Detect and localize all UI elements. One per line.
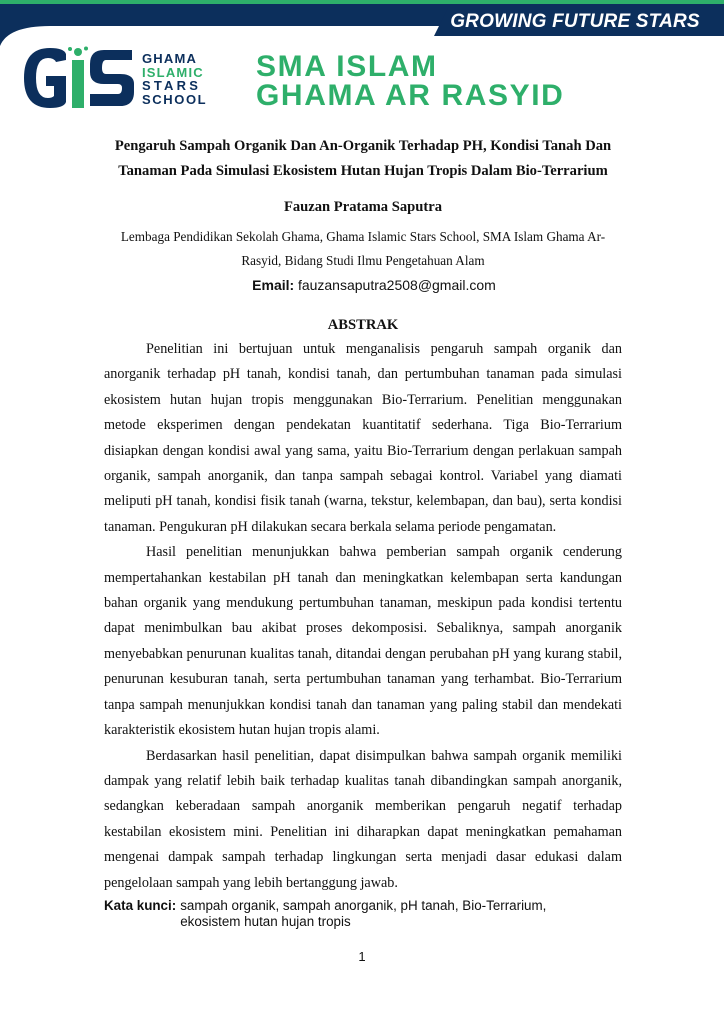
- gis-logo-icon: [20, 46, 138, 110]
- logo-line-stars: STARS: [142, 78, 202, 93]
- keywords: [104, 898, 622, 930]
- green-top-strip: [0, 0, 724, 4]
- keywords-text: sampah organik, sampah anorganik, pH tanah, Bio-Terrarium, ekosistem hutan hujan tropis: [180, 897, 547, 929]
- page-number: 1: [358, 949, 366, 964]
- paper-title-line2: Tanaman Pada Simulasi Ekosistem Hutan Hujan Tropis Dalam Bio-Terrarium: [118, 163, 608, 179]
- abstract-paragraph-3: Berdasarkan hasil penelitian, dapat disimpulkan bahwa sampah organik memiliki dampak yang relatif lebih baik terhadap kualitas tanah dibandingkan sampah anorganik, sedangkan keberadaan sampah anorganik memberikan pengaruh negatif terhadap kestabilan ekosistem mini. Penelitian ini diharapkan dapat meningkatkan pemahaman mengenai dampak sampah terhadap lingkungan serta menjadi dasar edukasi dalam pengelolaan sampah yang lebih bertanggung jawab.: [104, 747, 622, 891]
- email-address: fauzansaputra2508@gmail.com: [297, 277, 496, 293]
- abstract-heading: ABSTRAK: [327, 317, 399, 333]
- school-name-line1: SMA ISLAM: [256, 50, 438, 83]
- author-name: Fauzan Pratama Saputra: [283, 199, 443, 215]
- abstract-paragraph-2: Hasil penelitian menunjukkan bahwa pemberian sampah organik cenderung mempertahankan kestabilan pH tanah dan meningkatkan kelembapan serta kandungan bahan organik yang mendukung pertumbuhan tanaman, meskipun pada kondisi tertentu dapat menimbulkan bau akibat proses dekomposisi. Sebaliknya, sampah anorganik menyebabkan penurunan kualitas tanah, ditandai dengan perubahan pH yang kurang stabil, penurunan kesuburan tanah, serta pertumbuhan tanaman yang terhambat. Bio-Terrarium tanpa sampah menunjukkan kondisi tanah dan tanaman yang paling stabil dan mendekati karakteristik ekosistem hutan hujan tropis alami.: [104, 544, 622, 739]
- school-name: [256, 52, 564, 110]
- tagline: GROWING FUTURE STARS: [450, 11, 700, 32]
- logo-line-school: SCHOOL: [142, 91, 208, 107]
- keywords-label: Kata kunci:: [104, 897, 177, 913]
- abstract-paragraph-1: Penelitian ini bertujuan untuk menganalisis pengaruh sampah organik dan anorganik terhadap pH tanah, kondisi tanah, dan pertumbuhan tanaman pada simulasi ekosistem hutan hujan tropis menggunakan Bio-Terrarium. Penelitian menggunakan metode eksperimen dengan pendekatan kuantitatif sederhana. Tiga Bio-Terrarium disiapkan dengan kondisi awal yang sama, yaitu Bio-Terrarium dengan perlakuan sampah organik, sampah anorganik, dan tanpa sampah sebagai kontrol. Variabel yang diamati meliputi pH tanah, kondisi fisik tanah (warna, tekstur, kelembapan, dan bau), serta kondisi tanaman. Pengukuran pH dilakukan secara berkala selama periode pengamatan.: [104, 341, 622, 535]
- logo-line-islamic: ISLAMIC: [142, 64, 204, 80]
- email-label: Email:: [252, 277, 295, 293]
- email-line: [104, 274, 622, 297]
- school-name-line2: GHAMA AR RASYID: [256, 79, 565, 112]
- logo-wordmark: [142, 52, 207, 106]
- paper-title-line1: Pengaruh Sampah Organik Dan An-Organik Terhadap PH, Kondisi Tanah Dan: [114, 138, 612, 154]
- paper-body: [104, 134, 622, 930]
- letterhead: [0, 0, 724, 120]
- affiliation: Lembaga Pendidikan Sekolah Ghama, Ghama Islamic Stars School, SMA Islam Ghama Ar-Rasyid, Bidang Studi Ilmu Pengetahuan Alam: [120, 229, 606, 268]
- logo-line-ghama: GHAMA: [142, 51, 198, 66]
